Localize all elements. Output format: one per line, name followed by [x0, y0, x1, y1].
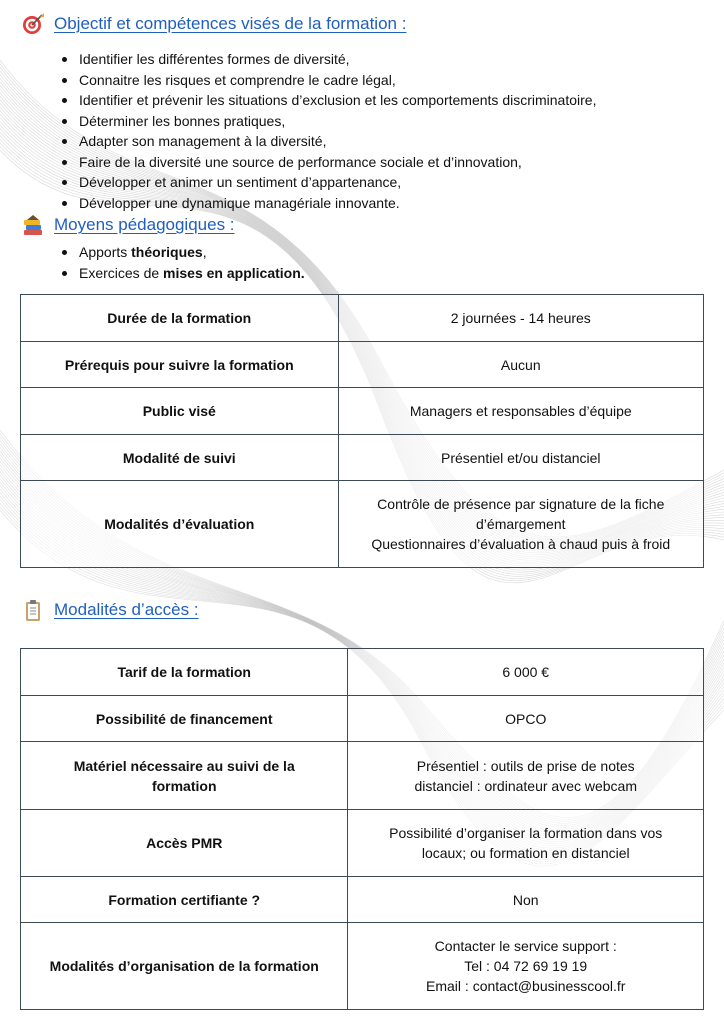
table-row — [21, 342, 704, 388]
table-key-cell: Modalités d’organisation de la formation — [21, 923, 348, 1010]
list-item: Développer et animer un sentiment d’appartenance, — [60, 172, 596, 193]
table-row — [21, 388, 704, 435]
cell-line: Tel : 04 72 69 19 19 — [464, 958, 588, 974]
target-icon — [20, 12, 46, 36]
cell-line: d’émargement — [476, 516, 566, 532]
table-value-cell: 6 000 € — [348, 649, 704, 696]
list-item: Adapter son management à la diversité, — [60, 131, 596, 152]
table-row — [21, 810, 704, 877]
list-item: Apports théoriques, — [60, 242, 305, 263]
table-key-cell: Formation certifiante ? — [21, 877, 348, 923]
formation-table — [20, 294, 704, 568]
cell-line: locaux; ou formation en distanciel — [421, 845, 630, 861]
table-row — [21, 435, 704, 481]
table-value-cell: 2 journées - 14 heures — [338, 295, 703, 342]
table-key-cell: Prérequis pour suivre la formation — [21, 342, 339, 388]
list-item: Faire de la diversité une source de performance sociale et d’innovation, — [60, 152, 596, 173]
moyens-title: Moyens pédagogiques : — [54, 215, 235, 234]
table-key-cell — [21, 742, 348, 810]
cell-line: formation — [151, 777, 217, 794]
table-key-cell: Possibilité de financement — [21, 696, 348, 742]
acces-title: Modalités d’accès : — [54, 600, 199, 619]
table-row — [21, 649, 704, 696]
table-value-cell: Managers et responsables d’équipe — [338, 388, 703, 435]
table-key-cell: Public visé — [21, 388, 339, 435]
list-item: Déterminer les bonnes pratiques, — [60, 111, 596, 132]
table-key-cell: Modalités d’évaluation — [21, 481, 339, 568]
moyens-list — [60, 242, 305, 283]
table-key-cell: Accès PMR — [21, 810, 348, 877]
table-value-cell: Présentiel et/ou distanciel — [338, 435, 703, 481]
clipboard-icon — [20, 598, 46, 622]
table-key-cell: Modalité de suivi — [21, 435, 339, 481]
table-value-cell — [348, 923, 704, 1010]
table-row — [21, 923, 704, 1010]
table-row — [21, 696, 704, 742]
objectif-title: Objectif et compétences visés de la formation : — [54, 14, 407, 33]
moyens-heading — [20, 213, 235, 237]
cell-line: distanciel : ordinateur avec webcam — [414, 777, 637, 794]
table-key-cell: Tarif de la formation — [21, 649, 348, 696]
table-key-cell: Durée de la formation — [21, 295, 339, 342]
list-item: Identifier et prévenir les situations d’exclusion et les comportements discriminatoire, — [60, 90, 596, 111]
table-value-cell: Aucun — [338, 342, 703, 388]
table-value-cell — [348, 810, 704, 877]
table-row — [21, 295, 704, 342]
list-item: Développer une dynamique managériale innovante. — [60, 193, 596, 214]
cell-line: Présentiel : outils de prise de notes — [416, 757, 635, 774]
list-item: Connaitre les risques et comprendre le cadre légal, — [60, 70, 596, 91]
table-value-cell: Non — [348, 877, 704, 923]
list-item: Identifier les différentes formes de diversité, — [60, 49, 596, 70]
list-item: Exercices de mises en application. — [60, 263, 305, 284]
acces-heading — [20, 598, 199, 622]
cell-line: Contrôle de présence par signature de la fiche — [377, 496, 665, 512]
table-value-cell — [348, 742, 704, 810]
acces-table — [20, 648, 704, 1010]
table-row — [21, 742, 704, 810]
books-icon — [20, 213, 46, 237]
cell-line: Possibilité d’organiser la formation dans vos — [389, 825, 663, 841]
cell-line: Matériel nécessaire au suivi de la — [73, 757, 295, 774]
cell-line: Contacter le service support : — [434, 938, 617, 954]
table-value-cell — [338, 481, 703, 568]
objectif-heading — [20, 12, 406, 36]
cell-line: Email : contact@businesscool.fr — [426, 978, 626, 994]
table-value-cell: OPCO — [348, 696, 704, 742]
objectif-list — [60, 49, 596, 213]
table-row — [21, 481, 704, 568]
table-row — [21, 877, 704, 923]
cell-line: Questionnaires d’évaluation à chaud puis à froid — [371, 536, 671, 552]
